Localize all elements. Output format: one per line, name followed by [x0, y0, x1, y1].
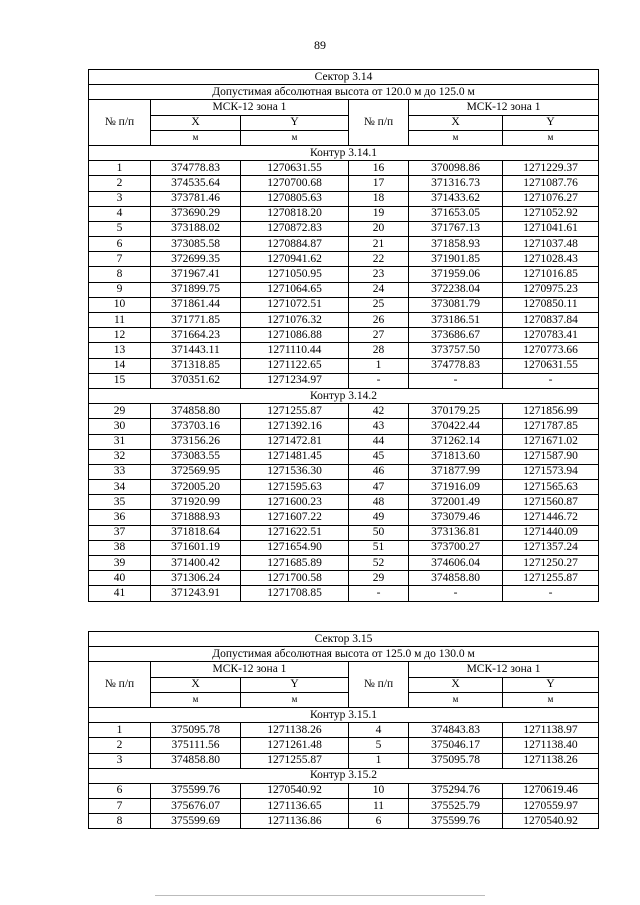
- table-cell: 5: [89, 221, 151, 236]
- table-cell: 1270559.97: [503, 799, 599, 814]
- table-cell: 1271110.44: [241, 343, 349, 358]
- table-row: [89, 191, 599, 206]
- table-cell: 375095.78: [151, 723, 241, 738]
- table-cell: 1270818.20: [241, 206, 349, 221]
- table-cell: 373079.46: [409, 510, 503, 525]
- table-cell: 375599.76: [151, 783, 241, 798]
- table-cell: 1271250.27: [503, 556, 599, 571]
- table-cell: 1271072.51: [241, 297, 349, 312]
- table-cell: 371858.93: [409, 237, 503, 252]
- table-cell: 1271234.97: [241, 373, 349, 388]
- table-cell: 374858.80: [409, 571, 503, 586]
- table-cell: 4: [89, 206, 151, 221]
- table-cell: 372005.20: [151, 480, 241, 495]
- table-cell: 1271037.48: [503, 237, 599, 252]
- table-row: [89, 176, 599, 191]
- table-cell: 13: [89, 343, 151, 358]
- table-cell: 1271229.37: [503, 161, 599, 176]
- table-cell: 371813.60: [409, 449, 503, 464]
- col-header-y: Y: [503, 677, 599, 692]
- col-header-unit: м: [503, 130, 599, 145]
- table-cell: 19: [349, 206, 409, 221]
- col-header-y: Y: [241, 115, 349, 130]
- table-cell: 372238.04: [409, 282, 503, 297]
- table-row: [89, 510, 599, 525]
- table-cell: 371861.44: [151, 297, 241, 312]
- table-cell: 3: [89, 753, 151, 768]
- table-cell: 370179.25: [409, 404, 503, 419]
- table-cell: 10: [89, 297, 151, 312]
- table-cell: 371243.91: [151, 586, 241, 601]
- table-cell: 11: [89, 313, 151, 328]
- table-cell: 1271122.65: [241, 358, 349, 373]
- table-row: [89, 799, 599, 814]
- table-cell: 1271357.24: [503, 540, 599, 555]
- table-cell: 373188.02: [151, 221, 241, 236]
- col-header-y: Y: [503, 115, 599, 130]
- col-header-x: X: [409, 115, 503, 130]
- table-row: [89, 753, 599, 768]
- table-cell: 10: [349, 783, 409, 798]
- table-cell: 1271076.32: [241, 313, 349, 328]
- table-row: [89, 495, 599, 510]
- table-cell: 42: [349, 404, 409, 419]
- table-cell: 38: [89, 540, 151, 555]
- table-cell: 371967.41: [151, 267, 241, 282]
- table-row: [89, 328, 599, 343]
- table-cell: 374858.80: [151, 753, 241, 768]
- table-row: [89, 586, 599, 601]
- table-cell: 29: [89, 404, 151, 419]
- table-row: [89, 404, 599, 419]
- table-cell: 371653.05: [409, 206, 503, 221]
- table-cell: 1: [349, 753, 409, 768]
- table-row: [89, 373, 599, 388]
- sector-table: [88, 631, 599, 829]
- table-cell: 47: [349, 480, 409, 495]
- table-cell: 50: [349, 525, 409, 540]
- table-row: [89, 480, 599, 495]
- table-cell: 1271138.26: [241, 723, 349, 738]
- table-cell: 372699.35: [151, 252, 241, 267]
- table-cell: 1271016.85: [503, 267, 599, 282]
- table-cell: 3: [89, 191, 151, 206]
- table-cell: 28: [349, 343, 409, 358]
- table-cell: 12: [89, 328, 151, 343]
- col-header-unit: м: [241, 130, 349, 145]
- table-cell: 372569.95: [151, 464, 241, 479]
- col-header-unit: м: [503, 692, 599, 707]
- table-cell: 1271654.90: [241, 540, 349, 555]
- table-cell: 6: [349, 814, 409, 829]
- table-cell: 7: [89, 252, 151, 267]
- table-row: [89, 282, 599, 297]
- table-cell: 373081.79: [409, 297, 503, 312]
- table-cell: 27: [349, 328, 409, 343]
- table-cell: -: [349, 586, 409, 601]
- table-cell: 6: [89, 783, 151, 798]
- table-cell: 30: [89, 419, 151, 434]
- table-cell: 1270540.92: [241, 783, 349, 798]
- table-cell: 1270837.84: [503, 313, 599, 328]
- table-cell: 23: [349, 267, 409, 282]
- table-cell: 1270884.87: [241, 237, 349, 252]
- col-header-num: № п/п: [89, 100, 151, 146]
- table-cell: 371767.13: [409, 221, 503, 236]
- table-cell: 1271587.90: [503, 449, 599, 464]
- table-cell: 375111.56: [151, 738, 241, 753]
- table-row: [89, 267, 599, 282]
- col-header-zone: МСК-12 зона 1: [151, 662, 349, 677]
- table-cell: 1270540.92: [503, 814, 599, 829]
- table-cell: 1: [349, 358, 409, 373]
- contour-title: Контур 3.14.1: [89, 145, 599, 160]
- table-cell: 373156.26: [151, 434, 241, 449]
- table-cell: 373686.67: [409, 328, 503, 343]
- table-cell: 1270805.63: [241, 191, 349, 206]
- table-cell: 1271600.23: [241, 495, 349, 510]
- table-cell: 373690.29: [151, 206, 241, 221]
- table-row: [89, 237, 599, 252]
- table-cell: 1270631.55: [503, 358, 599, 373]
- table-cell: 52: [349, 556, 409, 571]
- table-cell: 371318.85: [151, 358, 241, 373]
- table-cell: 1271856.99: [503, 404, 599, 419]
- table-cell: 31: [89, 434, 151, 449]
- table-cell: 374535.64: [151, 176, 241, 191]
- footer-line: [155, 895, 485, 896]
- table-cell: 44: [349, 434, 409, 449]
- sector-title: Сектор 3.14: [89, 70, 599, 85]
- col-header-num: № п/п: [349, 662, 409, 708]
- table-cell: 41: [89, 586, 151, 601]
- table-cell: 1271565.63: [503, 480, 599, 495]
- sector-title: Сектор 3.15: [89, 632, 599, 647]
- table-cell: 1271685.89: [241, 556, 349, 571]
- table-row: [89, 297, 599, 312]
- table-cell: 373085.58: [151, 237, 241, 252]
- table-cell: 1271700.58: [241, 571, 349, 586]
- height-note: Допустимая абсолютная высота от 125.0 м до 130.0 м: [89, 647, 599, 662]
- table-cell: 25: [349, 297, 409, 312]
- table-cell: 29: [349, 571, 409, 586]
- table-cell: 1271671.02: [503, 434, 599, 449]
- col-header-y: Y: [241, 677, 349, 692]
- table-cell: 1271472.81: [241, 434, 349, 449]
- table-cell: 371818.64: [151, 525, 241, 540]
- table-row: [89, 814, 599, 829]
- table-cell: 371901.85: [409, 252, 503, 267]
- table-cell: 374843.83: [409, 723, 503, 738]
- table-cell: 371888.93: [151, 510, 241, 525]
- table-cell: 1270631.55: [241, 161, 349, 176]
- table-cell: 1270975.23: [503, 282, 599, 297]
- col-header-x: X: [151, 115, 241, 130]
- table-cell: 373136.81: [409, 525, 503, 540]
- table-row: [89, 434, 599, 449]
- table-cell: 370422.44: [409, 419, 503, 434]
- table-cell: 373083.55: [151, 449, 241, 464]
- table-cell: 11: [349, 799, 409, 814]
- table-cell: 1271050.95: [241, 267, 349, 282]
- table-cell: 1271607.22: [241, 510, 349, 525]
- table-row: [89, 449, 599, 464]
- table-cell: 2: [89, 738, 151, 753]
- table-cell: 375676.07: [151, 799, 241, 814]
- col-header-x: X: [151, 677, 241, 692]
- table-row: [89, 221, 599, 236]
- table-cell: 371916.09: [409, 480, 503, 495]
- contour-title: Контур 3.15.2: [89, 768, 599, 783]
- table-cell: 5: [349, 738, 409, 753]
- table-cell: 16: [349, 161, 409, 176]
- table-cell: 375599.69: [151, 814, 241, 829]
- table-row: [89, 419, 599, 434]
- table-cell: 375046.17: [409, 738, 503, 753]
- table-cell: 371601.19: [151, 540, 241, 555]
- table-cell: 371771.85: [151, 313, 241, 328]
- table-cell: 8: [89, 267, 151, 282]
- table-cell: 1271255.87: [241, 753, 349, 768]
- table-cell: 373703.16: [151, 419, 241, 434]
- table-cell: 21: [349, 237, 409, 252]
- table-cell: 372001.49: [409, 495, 503, 510]
- table-cell: 1271481.45: [241, 449, 349, 464]
- table-cell: 8: [89, 814, 151, 829]
- table-cell: 375095.78: [409, 753, 503, 768]
- table-row: [89, 206, 599, 221]
- table-cell: 35: [89, 495, 151, 510]
- table-cell: 1270773.66: [503, 343, 599, 358]
- table-cell: -: [503, 586, 599, 601]
- page-number: 89: [314, 38, 326, 52]
- table-cell: 371400.42: [151, 556, 241, 571]
- table-cell: 371877.99: [409, 464, 503, 479]
- table-cell: -: [409, 373, 503, 388]
- table-cell: 1271086.88: [241, 328, 349, 343]
- table-cell: 1271787.85: [503, 419, 599, 434]
- sector-table: [88, 69, 599, 602]
- table-row: [89, 252, 599, 267]
- table-row: [89, 556, 599, 571]
- table-cell: 1271255.87: [503, 571, 599, 586]
- col-header-x: X: [409, 677, 503, 692]
- table-cell: 374858.80: [151, 404, 241, 419]
- table-cell: 371306.24: [151, 571, 241, 586]
- table-cell: 1271392.16: [241, 419, 349, 434]
- table-cell: 2: [89, 176, 151, 191]
- table-cell: 1271138.26: [503, 753, 599, 768]
- table-cell: 45: [349, 449, 409, 464]
- contour-title: Контур 3.14.2: [89, 388, 599, 403]
- table-row: [89, 571, 599, 586]
- table-cell: 1271041.61: [503, 221, 599, 236]
- table-cell: 1271087.76: [503, 176, 599, 191]
- table-cell: -: [503, 373, 599, 388]
- table-cell: 371443.11: [151, 343, 241, 358]
- table-cell: 1270700.68: [241, 176, 349, 191]
- table-cell: 1: [89, 161, 151, 176]
- table-cell: 375525.79: [409, 799, 503, 814]
- table-cell: 24: [349, 282, 409, 297]
- table-cell: 33: [89, 464, 151, 479]
- table-cell: 375294.76: [409, 783, 503, 798]
- table-cell: 1271595.63: [241, 480, 349, 495]
- table-cell: 1: [89, 723, 151, 738]
- table-cell: 371920.99: [151, 495, 241, 510]
- table-cell: 373186.51: [409, 313, 503, 328]
- table-cell: 26: [349, 313, 409, 328]
- table-cell: 18: [349, 191, 409, 206]
- table-cell: 370351.62: [151, 373, 241, 388]
- col-header-unit: м: [409, 130, 503, 145]
- table-cell: 1271028.43: [503, 252, 599, 267]
- table-cell: -: [349, 373, 409, 388]
- table-cell: 46: [349, 464, 409, 479]
- col-header-zone: МСК-12 зона 1: [409, 662, 599, 677]
- col-header-zone: МСК-12 зона 1: [409, 100, 599, 115]
- table-cell: 51: [349, 540, 409, 555]
- table-cell: 9: [89, 282, 151, 297]
- table-cell: 32: [89, 449, 151, 464]
- table-cell: 371433.62: [409, 191, 503, 206]
- table-cell: 371899.75: [151, 282, 241, 297]
- table-cell: 374606.04: [409, 556, 503, 571]
- table-cell: 374778.83: [409, 358, 503, 373]
- col-header-num: № п/п: [89, 662, 151, 708]
- table-cell: 1271708.85: [241, 586, 349, 601]
- table-cell: 15: [89, 373, 151, 388]
- table-cell: 7: [89, 799, 151, 814]
- col-header-unit: м: [241, 692, 349, 707]
- table-row: [89, 343, 599, 358]
- table-row: [89, 525, 599, 540]
- table-cell: 37: [89, 525, 151, 540]
- table-cell: 1270941.62: [241, 252, 349, 267]
- table-row: [89, 464, 599, 479]
- table-cell: 1270872.83: [241, 221, 349, 236]
- table-cell: 22: [349, 252, 409, 267]
- table-cell: -: [409, 586, 503, 601]
- table-cell: 1271573.94: [503, 464, 599, 479]
- table-cell: 1271440.09: [503, 525, 599, 540]
- table-row: [89, 358, 599, 373]
- table-cell: 14: [89, 358, 151, 373]
- contour-title: Контур 3.15.1: [89, 707, 599, 722]
- table-cell: 371262.14: [409, 434, 503, 449]
- table-cell: 1271446.72: [503, 510, 599, 525]
- table-cell: 375599.76: [409, 814, 503, 829]
- table-cell: 1271255.87: [241, 404, 349, 419]
- table-cell: 371316.73: [409, 176, 503, 191]
- table-cell: 20: [349, 221, 409, 236]
- table-cell: 39: [89, 556, 151, 571]
- table-cell: 34: [89, 480, 151, 495]
- table-row: [89, 738, 599, 753]
- table-cell: 373757.50: [409, 343, 503, 358]
- table-row: [89, 161, 599, 176]
- table-cell: 1271138.97: [503, 723, 599, 738]
- table-row: [89, 723, 599, 738]
- table-row: [89, 540, 599, 555]
- table-cell: 1271261.48: [241, 738, 349, 753]
- table-cell: 373700.27: [409, 540, 503, 555]
- table-cell: 1270850.11: [503, 297, 599, 312]
- table-row: [89, 783, 599, 798]
- table-cell: 48: [349, 495, 409, 510]
- table-cell: 1271064.65: [241, 282, 349, 297]
- table-cell: 1271138.40: [503, 738, 599, 753]
- table-cell: 370098.86: [409, 161, 503, 176]
- table-cell: 1271052.92: [503, 206, 599, 221]
- table-cell: 1271136.65: [241, 799, 349, 814]
- table-cell: 373781.46: [151, 191, 241, 206]
- table-cell: 1270783.41: [503, 328, 599, 343]
- table-cell: 1271560.87: [503, 495, 599, 510]
- col-header-unit: м: [409, 692, 503, 707]
- height-note: Допустимая абсолютная высота от 120.0 м до 125.0 м: [89, 85, 599, 100]
- col-header-unit: м: [151, 130, 241, 145]
- table-cell: 371959.06: [409, 267, 503, 282]
- table-cell: 6: [89, 237, 151, 252]
- table-cell: 1271136.86: [241, 814, 349, 829]
- col-header-zone: МСК-12 зона 1: [151, 100, 349, 115]
- table-cell: 36: [89, 510, 151, 525]
- table-cell: 1270619.46: [503, 783, 599, 798]
- table-cell: 374778.83: [151, 161, 241, 176]
- table-cell: 49: [349, 510, 409, 525]
- table-cell: 43: [349, 419, 409, 434]
- table-cell: 17: [349, 176, 409, 191]
- table-cell: 1271622.51: [241, 525, 349, 540]
- table-row: [89, 313, 599, 328]
- table-cell: 4: [349, 723, 409, 738]
- table-cell: 1271536.30: [241, 464, 349, 479]
- table-cell: 371664.23: [151, 328, 241, 343]
- col-header-num: № п/п: [349, 100, 409, 146]
- table-cell: 1271076.27: [503, 191, 599, 206]
- table-cell: 40: [89, 571, 151, 586]
- col-header-unit: м: [151, 692, 241, 707]
